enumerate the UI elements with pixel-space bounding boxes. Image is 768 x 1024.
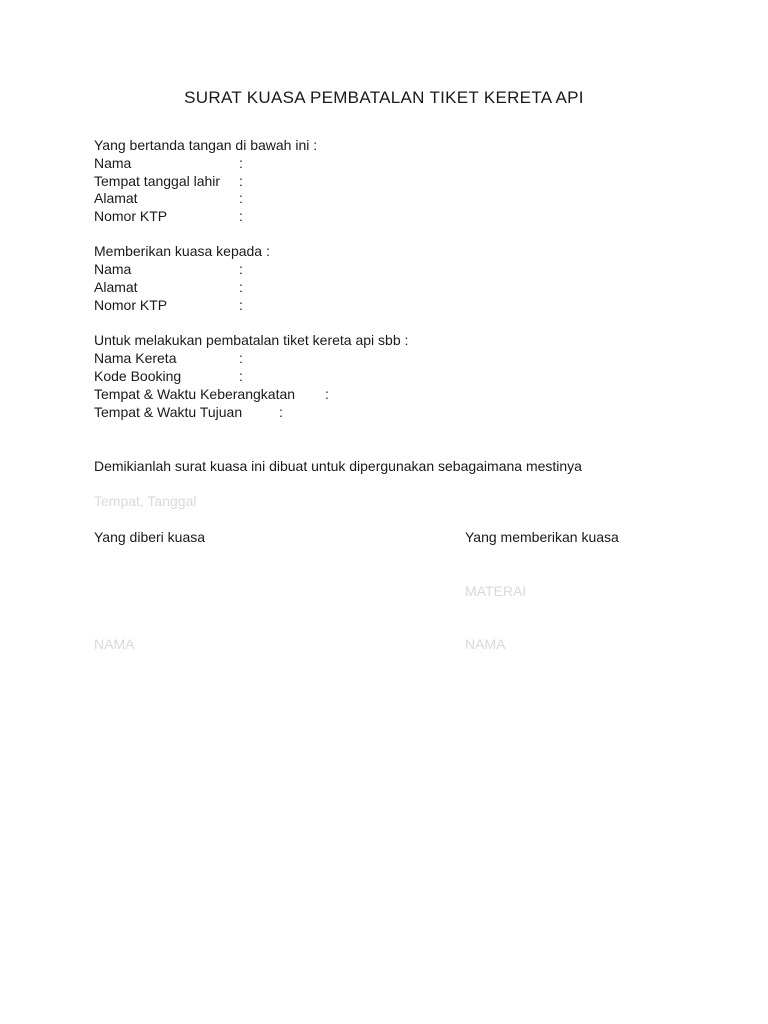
grantee-field-name: Nama [94,261,132,277]
signer-field-address-colon: : [239,190,243,206]
stamp-placeholder: MATERAI [465,583,527,599]
grantee-field-name-colon: : [239,261,243,277]
ticket-field-destination-colon: : [279,404,283,420]
ticket-field-train-name: Nama Kereta [94,350,177,366]
signer-field-ktp: Nomor KTP [94,208,168,224]
grantee-field-ktp: Nomor KTP [94,297,168,313]
left-signature-label: Yang diberi kuasa [94,529,206,545]
ticket-field-booking-code: Kode Booking [94,368,182,384]
ticket-field-destination: Tempat & Waktu Tujuan [94,404,243,420]
signer-heading: Yang bertanda tangan di bawah ini : [94,137,318,153]
signer-field-birth: Tempat tanggal lahir [94,173,221,189]
signer-field-address: Alamat [94,190,138,206]
grantee-field-ktp-colon: : [239,297,243,313]
place-date-placeholder: Tempat, Tanggal [94,493,197,509]
signer-field-name-colon: : [239,155,243,171]
signer-field-ktp-colon: : [239,208,243,224]
closing-statement: Demikianlah surat kuasa ini dibuat untuk dipergunakan sebagaimana mestinya [94,458,582,474]
ticket-field-train-name-colon: : [239,350,243,366]
document-title: SURAT KUASA PEMBATALAN TIKET KERETA API [184,88,584,107]
grantee-field-address-colon: : [239,279,243,295]
ticket-field-booking-code-colon: : [239,368,243,384]
ticket-field-departure: Tempat & Waktu Keberangkatan [94,386,296,402]
left-name-placeholder: NAMA [94,636,135,652]
ticket-field-departure-colon: : [325,386,329,402]
right-signature-label: Yang memberikan kuasa [465,529,619,545]
grantee-heading: Memberikan kuasa kepada : [94,243,270,259]
right-name-placeholder: NAMA [465,636,506,652]
grantee-field-address: Alamat [94,279,138,295]
signer-field-birth-colon: : [239,173,243,189]
signer-field-name: Nama [94,155,132,171]
ticket-heading: Untuk melakukan pembatalan tiket kereta api sbb : [94,332,409,348]
